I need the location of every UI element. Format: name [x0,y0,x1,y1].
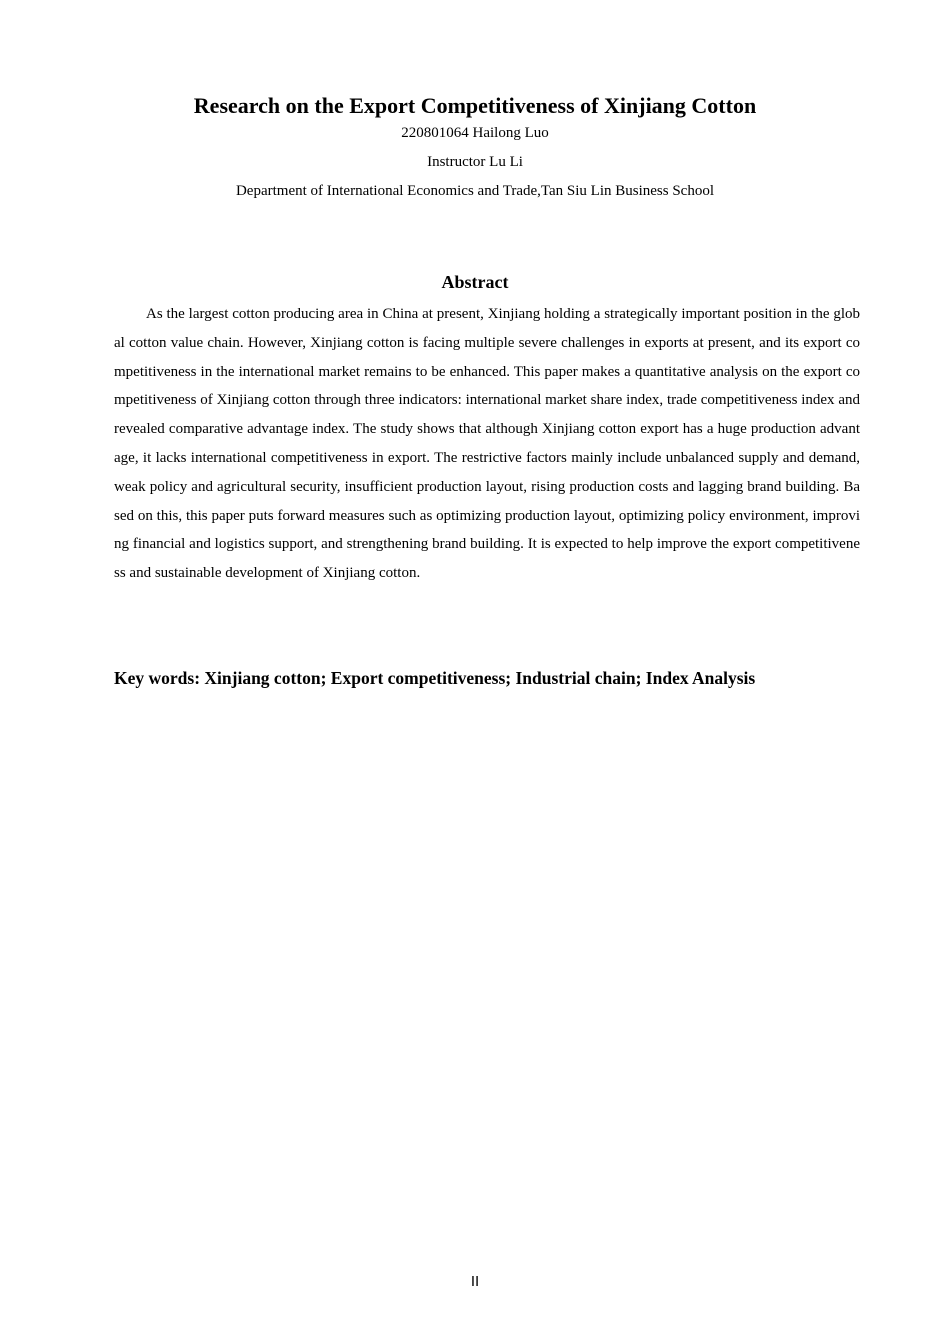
paper-title: Research on the Export Competitiveness of Xinjiang Cotton [193,93,757,118]
author-line: 220801064 Hailong Luo [401,125,549,141]
instructor-line: Instructor Lu Li [427,154,523,170]
department-line: Department of International Economics and Trade,Tan Siu Lin Business School [235,183,715,199]
abstract-body: As the largest cotton producing area in China at present, Xinjiang holding a strategically important position in the global cotton value chain. However, Xinjiang cotton is facing multiple severe challenges in exports at present, and its export competitiveness in the international market remains to be enhanced. This paper makes a quantitative analysis on the export competitiveness of Xinjiang cotton through three indicators: international market share index, trade competitiveness index and revealed comparative advantage index. The study shows that although Xinjiang cotton export has a huge production advantage, it lacks international competitiveness in export. The restrictive factors mainly include unbalanced supply and demand, weak policy and agricultural security, insufficient production layout, rising production costs and lagging brand building. Based on this, this paper puts forward measures such as optimizing production layout, optimizing policy environment, improving financial and logistics support, and strengthening brand building. It is expected to help improve the export competitiveness and sustainable development of Xinjiang cotton. [114,306,860,582]
page-number: II [470,1273,480,1290]
keywords: Key words: Xinjiang cotton; Export competitiveness; Industrial chain; Index Analysis [114,668,756,688]
abstract-heading: Abstract [441,272,509,292]
